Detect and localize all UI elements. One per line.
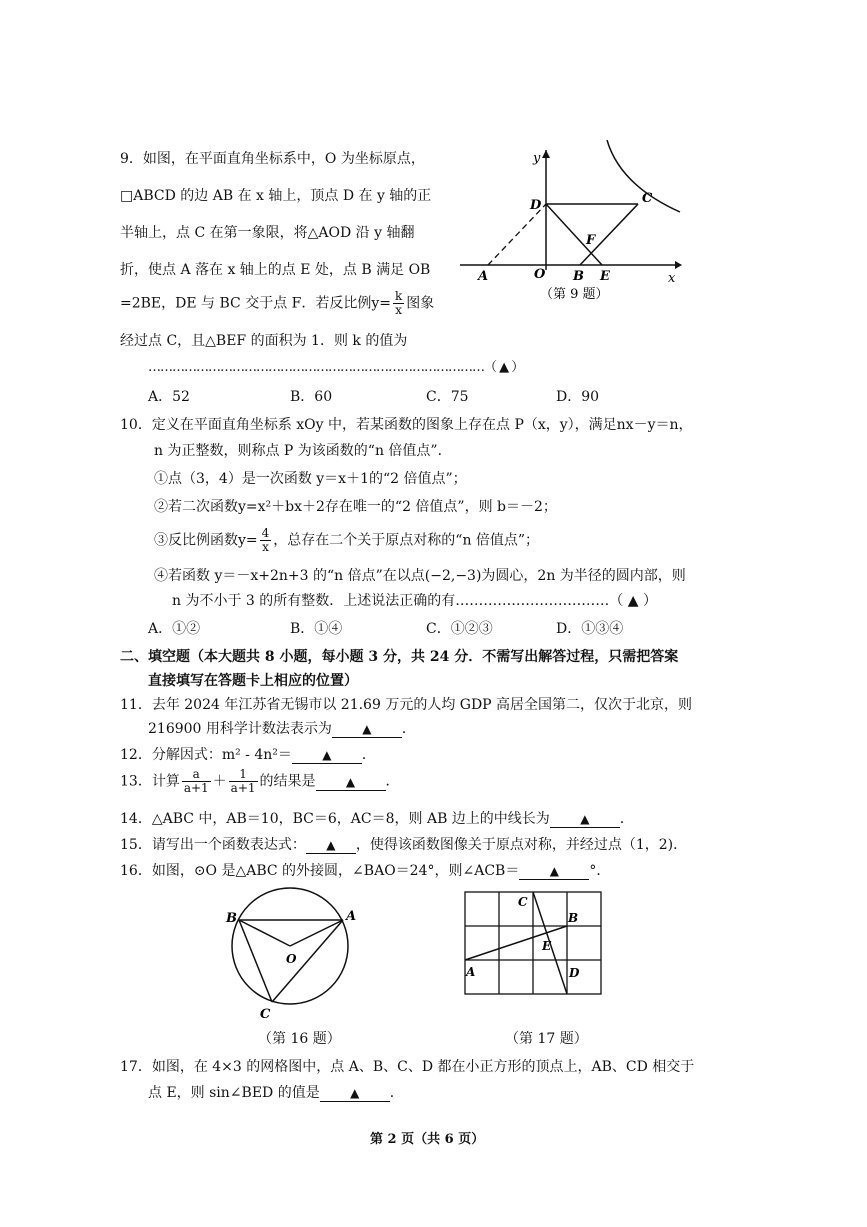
label-b: B bbox=[573, 269, 584, 284]
q11-line-2 bbox=[148, 718, 416, 738]
q13-blank-mark: ▲ bbox=[345, 774, 356, 789]
q9-line-3: 半轴上，点 C 在第一象限，将△AOD 沿 y 轴翻 bbox=[120, 225, 415, 241]
section-2-header-line-2: 直接填写在答题卡上相应的位置） bbox=[148, 673, 358, 689]
q10-choice-a: A．①② bbox=[148, 621, 201, 637]
q9-line-2: □ABCD 的边 AB 在 x 轴上，顶点 D 在 y 轴的正 bbox=[120, 188, 432, 204]
q10-item-3-pre: ③反比例函数y= bbox=[154, 532, 258, 549]
label-f: F bbox=[586, 233, 596, 248]
q13-fraction-2 bbox=[229, 768, 258, 795]
q16-caption: （第 16 题） bbox=[258, 1031, 341, 1047]
q14-answer-blank[interactable] bbox=[550, 811, 620, 828]
q10-item-3-den: x bbox=[262, 540, 269, 554]
label-o: O bbox=[286, 952, 297, 966]
q9-after-frac: 图象 bbox=[406, 295, 435, 312]
q13-f2-num: 1 bbox=[229, 768, 258, 782]
q14-line bbox=[120, 808, 634, 828]
q17-line-2 bbox=[148, 1082, 404, 1102]
q16-tail: °． bbox=[589, 863, 611, 879]
y-axis-arrow bbox=[542, 150, 550, 158]
figure-q9 bbox=[460, 140, 690, 345]
label-c: C bbox=[518, 895, 528, 909]
q13-pre: 13．计算 bbox=[120, 773, 180, 790]
label-x: x bbox=[668, 271, 676, 286]
figure-q16 bbox=[222, 884, 372, 1026]
q10-item-1: ①点（3，4）是一次函数 y＝x＋1的“2 倍值点”； bbox=[154, 471, 467, 487]
label-e: E bbox=[542, 939, 552, 953]
q14-blank-mark: ▲ bbox=[580, 812, 590, 826]
label-d: D bbox=[530, 198, 542, 213]
q12-line bbox=[120, 744, 376, 764]
q13-f2-den: a+1 bbox=[230, 781, 256, 795]
q10-item-4: ④若函数 y＝－x+2n+3 的“n 倍点”在以点(−2,−3)为圆心，2n 为半径的圆内部，则 bbox=[154, 568, 686, 584]
q10-item-2: ②若二次函数y=x²＋bx＋2存在唯一的“2 倍值点”，则 b＝－2； bbox=[154, 499, 557, 515]
label-c: C bbox=[260, 1007, 271, 1022]
q9-frac-prefix: y= bbox=[371, 295, 392, 312]
q9-line-6: 经过点 C，且△BEF 的面积为 1．则 k 的值为 bbox=[120, 333, 408, 349]
label-e: E bbox=[600, 269, 610, 284]
q10-item-3-fraction bbox=[260, 527, 272, 554]
q12-blank-mark: ▲ bbox=[322, 748, 332, 762]
q11-blank-mark: ▲ bbox=[362, 722, 372, 736]
page-footer: 第 2 页（共 6 页） bbox=[370, 1132, 485, 1147]
q9-answer-dots: …………………………………………………………………………（ ▲ ） bbox=[148, 360, 524, 375]
q10-choice-b: B．①④ bbox=[290, 621, 343, 637]
q15-pre: 15．请写出一个函数表达式： bbox=[120, 837, 306, 853]
q10-line-1: 10．定义在平面直角坐标系 xOy 中，若某函数的图象上存在点 P（x，y），满足nx－y＝n， bbox=[120, 417, 693, 433]
q17-line-2-text: 点 E，则 sin∠BED 的值是 bbox=[148, 1085, 320, 1101]
q13-plus: ＋ bbox=[212, 773, 227, 790]
q17-tail: ． bbox=[389, 1085, 404, 1101]
label-b: B bbox=[568, 911, 579, 925]
label-c: C bbox=[642, 191, 653, 206]
q15-line bbox=[120, 834, 687, 854]
q11-answer-blank[interactable] bbox=[332, 721, 402, 738]
segment-bo bbox=[239, 920, 290, 946]
q17-line-1: 17．如图，在 4×3 的网格图中，点 A、B、C、D 都在小正方形的顶点上，AB、CD 相交于 bbox=[120, 1059, 695, 1075]
q10-line-2: n 为正整数，则称点 P 为该函数的“n 倍值点”． bbox=[154, 443, 452, 459]
segment-ad-dashed bbox=[488, 204, 546, 265]
q9-fraction bbox=[393, 290, 404, 317]
label-a: A bbox=[478, 269, 489, 284]
q12-answer-blank[interactable] bbox=[292, 747, 362, 764]
q9-line-1: 9．如图，在平面直角坐标系中，O 为坐标原点， bbox=[120, 151, 425, 167]
q15-answer-blank[interactable] bbox=[306, 837, 356, 854]
q13-fraction-1 bbox=[182, 768, 211, 795]
q9-line-5-text: =2BE，DE 与 BC 交于点 F．若反比例 bbox=[120, 295, 372, 312]
q13-answer-blank[interactable] bbox=[316, 774, 386, 791]
q14-tail: ． bbox=[619, 811, 634, 827]
q9-caption: （第 9 题） bbox=[540, 287, 609, 302]
label-a: A bbox=[346, 909, 357, 924]
grid-4x3 bbox=[465, 892, 601, 994]
q12-text: 12．分解因式：m² - 4n²＝ bbox=[120, 747, 292, 763]
q9-frac-num: k bbox=[395, 289, 403, 303]
q9-choice-b: B．60 bbox=[290, 389, 333, 405]
segment-ac bbox=[272, 920, 343, 1002]
q9-frac-den: x bbox=[395, 303, 403, 317]
q13-line bbox=[120, 768, 400, 795]
q14-text: 14．△ABC 中，AB＝10，BC＝6，AC＝8，则 AB 边上的中线长为 bbox=[120, 811, 550, 827]
q15-blank-mark: ▲ bbox=[326, 838, 336, 852]
q11-line-1: 11．去年 2024 年江苏省无锡市以 21.69 万元的人均 GDP 高居全国第二，仅次于北京，则 bbox=[120, 697, 693, 713]
q17-answer-blank[interactable] bbox=[320, 1085, 390, 1102]
label-d: D bbox=[569, 966, 580, 980]
label-b: B bbox=[226, 911, 237, 926]
q13-f1-den: a+1 bbox=[183, 781, 209, 795]
section-2-header-line-1: 二、填空题（本大题共 8 小题，每小题 3 分，共 24 分．不需写出解答过程，只需把答案 bbox=[120, 649, 679, 665]
q13-mid: 的结果是 bbox=[259, 773, 316, 790]
q15-post: ，使得该函数图像关于原点对称，并经过点（1，2)． bbox=[355, 837, 688, 853]
segment-ao bbox=[290, 920, 343, 946]
label-o: O bbox=[534, 267, 546, 282]
q10-choice-c: C．①②③ bbox=[426, 621, 493, 637]
figure-q17 bbox=[455, 884, 615, 1024]
q11-line-2-text: 216900 用科学计数法表示为 bbox=[148, 721, 332, 737]
segment-bc bbox=[239, 920, 272, 1002]
q10-item-3-num: 4 bbox=[261, 526, 270, 540]
q9-line-5 bbox=[120, 290, 434, 317]
label-y: y bbox=[533, 151, 541, 166]
q10-item-3-post: ，总存在二个关于原点对称的“n 倍值点”； bbox=[273, 532, 540, 549]
q16-line bbox=[120, 860, 610, 880]
q16-answer-blank[interactable] bbox=[519, 863, 589, 880]
q12-tail: ． bbox=[361, 747, 376, 763]
q9-line-4: 折，使点 A 落在 x 轴上的点 E 处，点 B 满足 OB bbox=[120, 262, 431, 278]
q9-choice-a: A．52 bbox=[148, 389, 190, 405]
q10-choice-d: D．①③④ bbox=[556, 621, 624, 637]
q17-caption: （第 17 题） bbox=[505, 1031, 588, 1047]
q16-blank-mark: ▲ bbox=[549, 864, 559, 878]
q13-tail: ． bbox=[385, 773, 400, 790]
q13-f1-num: a bbox=[182, 768, 211, 782]
segment-ab bbox=[465, 926, 567, 960]
x-axis-arrow bbox=[675, 261, 682, 269]
q16-text: 16．如图，⊙O 是△ABC 的外接圆，∠BAO＝24°，则∠ACB＝ bbox=[120, 863, 520, 879]
q10-item-4b: n 为不小于 3 的所有整数．上述说法正确的有……………………………（ ▲ ） bbox=[172, 593, 657, 609]
label-a: A bbox=[466, 965, 476, 979]
q10-item-3 bbox=[154, 527, 539, 554]
q9-choice-c: C．75 bbox=[426, 389, 469, 405]
q17-blank-mark: ▲ bbox=[350, 1086, 360, 1100]
q11-tail: ． bbox=[401, 721, 416, 737]
q9-choice-d: D．90 bbox=[556, 389, 600, 405]
